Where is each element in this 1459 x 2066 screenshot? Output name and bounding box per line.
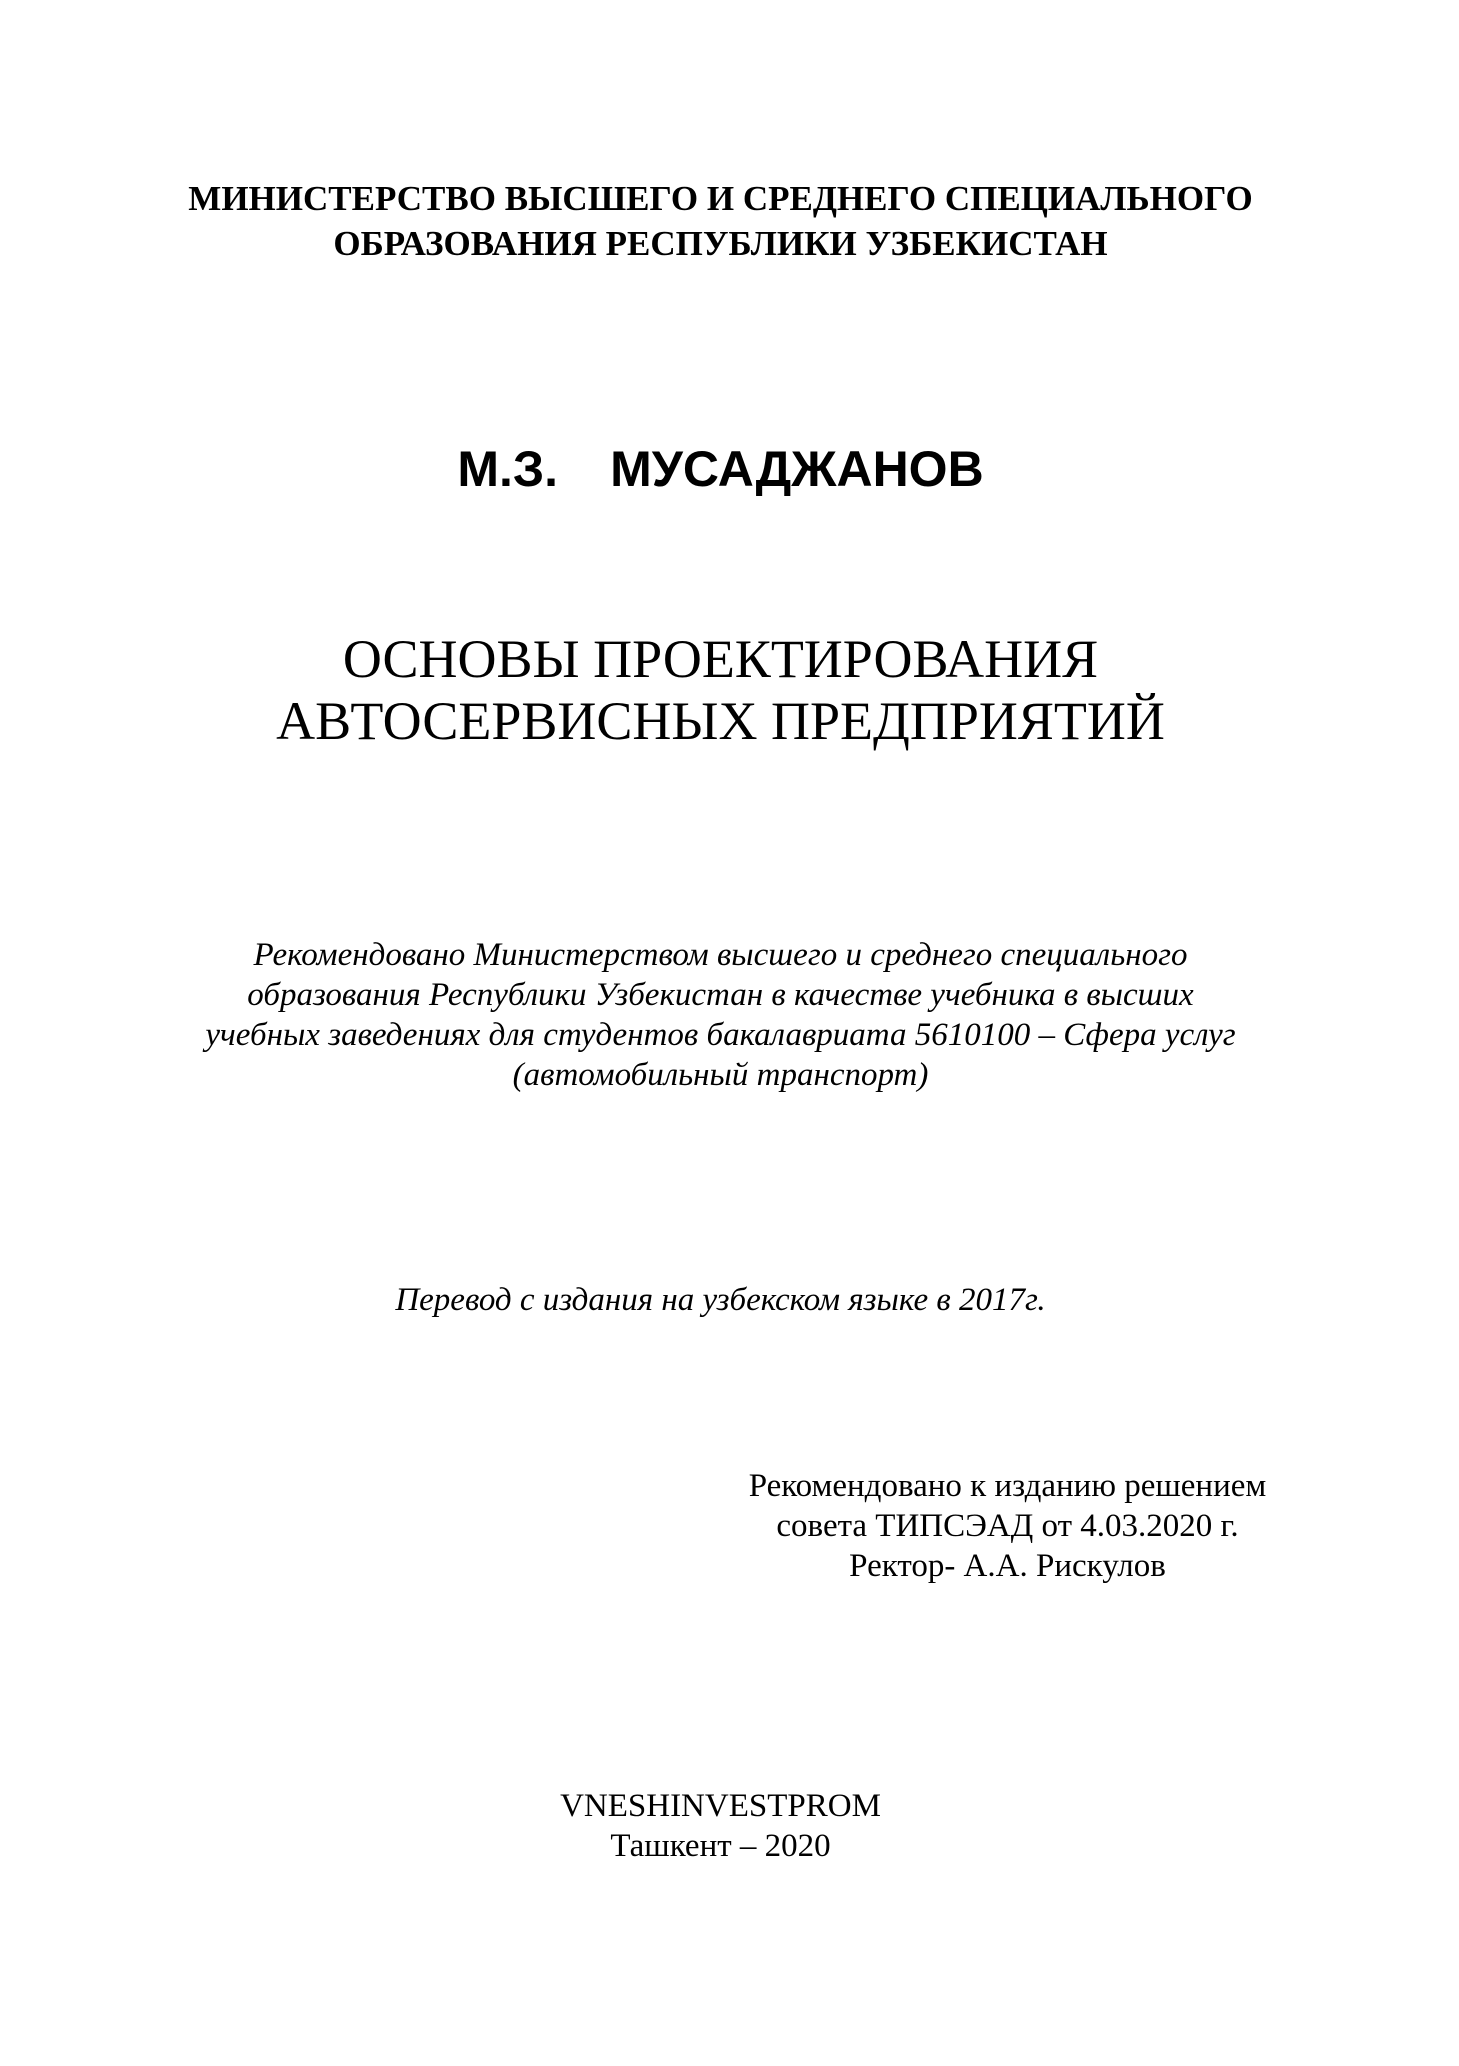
author-surname: МУСАДЖАНОВ: [610, 441, 984, 497]
ministry-line-2: ОБРАЗОВАНИЯ РЕСПУБЛИКИ УЗБЕКИСТАН: [333, 224, 1108, 263]
book-title-line-1: ОСНОВЫ ПРОЕКТИРОВАНИЯ: [342, 629, 1099, 689]
ministry-header: [0, 176, 1441, 266]
ministry-recommendation: [0, 935, 1441, 1095]
recommendation-line-1: Рекомендовано Министерством высшего и среднего специального: [253, 937, 1188, 973]
approval-line-3: Ректор- А.А. Рискулов: [849, 1548, 1166, 1584]
book-title: [0, 628, 1441, 752]
recommendation-line-2: образования Республики Узбекистан в качестве учебника в высших: [247, 977, 1194, 1013]
publisher-name: VNESHINVESTPROM: [560, 1788, 881, 1824]
book-title-line-2: АВТОСЕРВИСНЫХ ПРЕДПРИЯТИЙ: [276, 691, 1165, 751]
recommendation-line-3: учебных заведениях для студентов бакалавриата 5610100 – Сфера услуг: [205, 1017, 1236, 1053]
approval-line-2: совета ТИПСЭАД от 4.03.2020 г.: [776, 1508, 1239, 1544]
author-name: [0, 439, 1441, 499]
translation-note: Перевод с издания на узбекском языке в 2017г.: [395, 1282, 1046, 1318]
council-approval: [700, 1466, 1315, 1586]
recommendation-line-4: (автомобильный транспорт): [512, 1057, 929, 1093]
publisher-imprint: [0, 1786, 1441, 1866]
ministry-line-1: МИНИСТЕРСТВО ВЫСШЕГО И СРЕДНЕГО СПЕЦИАЛЬНОГО: [188, 179, 1253, 218]
author-initials: М.З.: [457, 441, 559, 497]
publisher-city-year: Ташкент – 2020: [610, 1828, 831, 1864]
approval-line-1: Рекомендовано к изданию решением: [748, 1468, 1267, 1504]
